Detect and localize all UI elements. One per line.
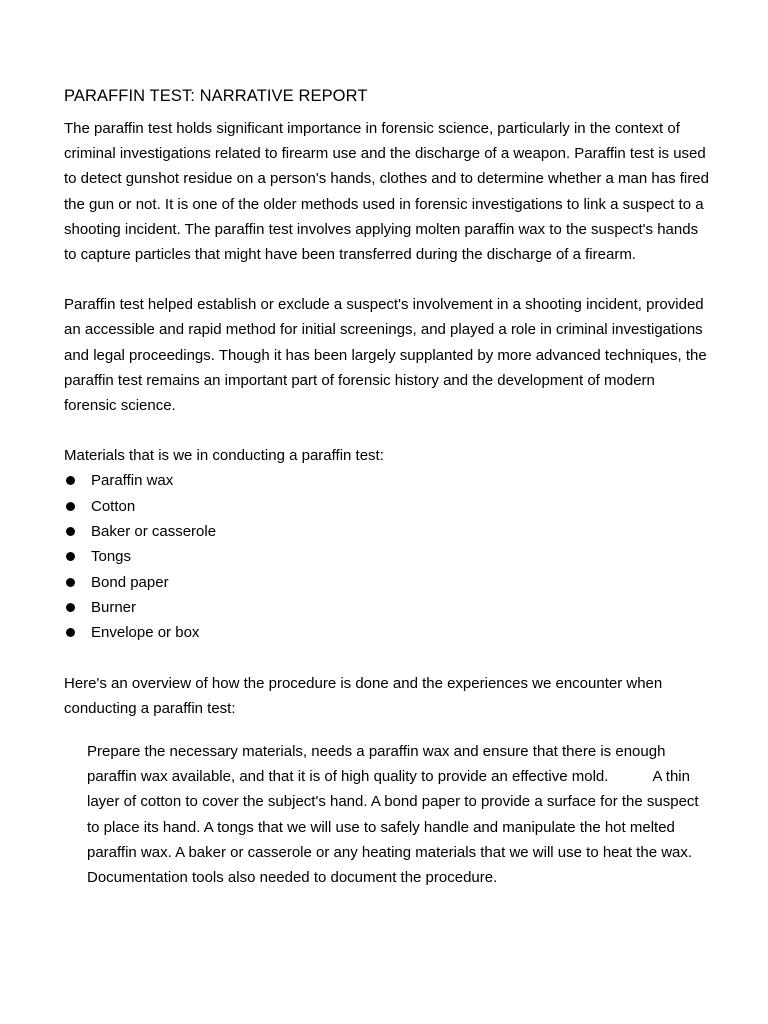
procedure-paragraph [87, 739, 709, 890]
procedure-text-part1: Prepare the necessary materials, needs a paraffin wax and ensure that there is enough paraffin wax available, and that it is of high quality to provide an effective mold. [87, 742, 666, 786]
list-item [64, 544, 709, 569]
list-item-label: Burner [91, 598, 137, 616]
document-title: PARAFFIN TEST: NARRATIVE REPORT [64, 87, 368, 105]
list-item [64, 570, 709, 595]
list-item [64, 620, 709, 645]
bullet-icon [66, 578, 75, 587]
paragraph-spacer [64, 267, 709, 292]
list-item-label: Envelope or box [91, 624, 200, 642]
bullet-icon [66, 527, 75, 536]
bullet-icon [66, 476, 75, 485]
materials-intro: Materials that is we in conducting a paraffin test: [64, 447, 384, 465]
list-item-label: Bond paper [91, 573, 169, 591]
procedure-text-part2: A thin layer of cotton to cover the subject's hand. A bond paper to provide a surface for the suspect to place its hand. A tongs that we will use to safely handle and manipulate the hot melted paraffin wax. A baker or casserole or any heating materials that we will use to heat the wax. Documentation tools also needed to document the procedure. [87, 768, 699, 886]
bullet-icon [66, 628, 75, 637]
list-item [64, 595, 709, 620]
bullet-icon [66, 603, 75, 612]
history-paragraph: Paraffin test helped establish or exclude a suspect's involvement in a shooting incident, provided an accessible and rapid method for initial screenings, and played a role in criminal investigations and legal proceedings. Though it has been largely supplanted by more advanced techniques, the paraffin test remains an important part of forensic history and the development of modern forensic science. [64, 296, 707, 415]
document-page [64, 86, 709, 890]
intro-paragraph: The paraffin test holds significant importance in forensic science, particularly in the context of criminal investigations related to firearm use and the discharge of a weapon. Paraffin test is used to detect gunshot residue on a person's hands, clothes and to determine whether a man has fired the gun or not. It is one of the older methods used in forensic investigations to link a suspect to a shooting incident. The paraffin test involves applying molten paraffin wax to the suspect's hands to capture particles that might have been transferred during the discharge of a firearm. [64, 120, 709, 264]
materials-list [64, 468, 709, 645]
overview-paragraph: Here's an overview of how the procedure is done and the experiences we encounter when conducting a paraffin test: [64, 674, 663, 717]
list-item-label: Tongs [91, 548, 132, 566]
paragraph-spacer [64, 646, 709, 671]
list-item-label: Cotton [91, 497, 136, 515]
bullet-icon [66, 552, 75, 561]
list-item-label: Baker or casserole [91, 523, 217, 541]
list-item-label: Paraffin wax [91, 472, 174, 490]
list-item [64, 494, 709, 519]
list-item [64, 519, 709, 544]
paragraph-spacer [64, 418, 709, 443]
bullet-icon [66, 502, 75, 511]
list-item [64, 468, 709, 493]
